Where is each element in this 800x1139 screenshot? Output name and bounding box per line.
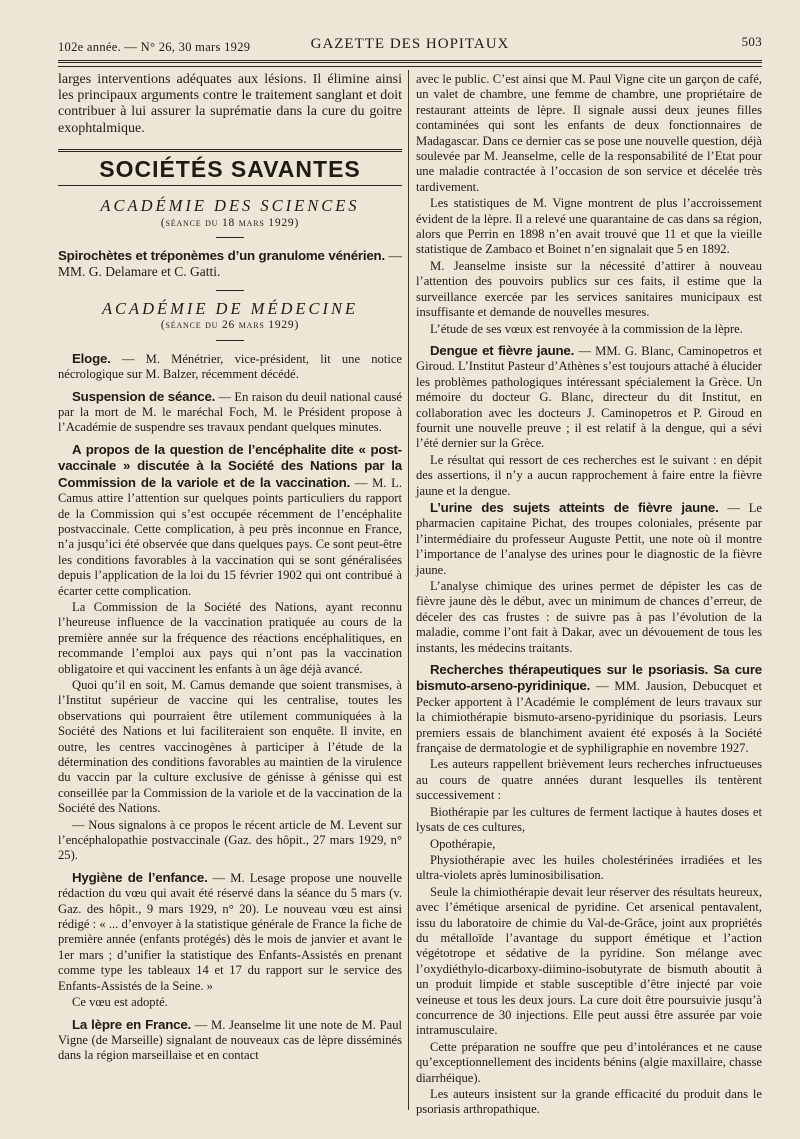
page-number: 503 <box>741 34 762 49</box>
recherches-chimio: Seule la chimiothérapie devait leur réserver des résultats heureux, avec l’émétique arsenical de pyridine. Cet arsenical pentavalent, issu du laboratoire de chimie du Val-de-Grâce, joint aux propriétés du métalloïde l’avantage du support émétique et l’action végétotrope et sédative de la pyridine. Son mélange avec l’oxydiéthylo-dicarboxy-diimino-isobutyrate de bismuth aboutit à un produit limpide et stable susceptible d’être injecté par voie veineuse et tous les deux jours. La cure doit être poursuivie jusqu’à concurrence de 30 injections. Elle peut aussi être assurée par voie intramusculaire. <box>416 884 762 1038</box>
section-rule-bottom <box>58 185 402 186</box>
dengue-paragraph <box>416 343 762 452</box>
lepre-commission: L’étude de ses vœux est renvoyée à la commission de la lèpre. <box>430 321 743 336</box>
encephalite-paragraph <box>58 442 402 599</box>
lepre-paragraph <box>58 1017 402 1064</box>
list-item: Opothérapie, <box>430 836 496 851</box>
urine-paragraph <box>416 500 762 578</box>
encephalite-paragraph-4: — Nous signalons à ce propos le récent article de M. Levent sur l’encéphalopathie postvaccinale (Gaz. des hôpit., 27 mars 1929, n° 25). <box>58 817 402 863</box>
lepre-text: — M. Jeanselme lit une note de M. Paul Vigne (de Marseille) signalant de nouveaux cas de lèpre disséminés dans la région marseillaise et en contact <box>58 1017 402 1063</box>
recherches-paragraph <box>416 662 762 756</box>
hygiene-text: — M. Lesage propose une nouvelle rédaction du vœu qui avait été réservé dans la séance du 5 mars (v. Gaz. des hôpit., 9 mars 1929, n° 20). Le nouveau vœu est ainsi rédigé : « ... d’envoyer à la statistique générale de France la fiche de première année (enfants protégés) dès le mois de janvier et avant le 1er mars ; d’unifier la statistique des Enfants-Assistés en prenant comme type les tableaux 14 et 17 du rapport sur le service des Enfants-Assistés de la Seine. » <box>58 870 402 993</box>
recherches-rappel: Les auteurs rappellent brièvement leurs recherches infructueuses au cours de quatre années durant lesquelles ils tentèrent successivement : <box>416 757 762 803</box>
encephalite-paragraph-2: La Commission de la Société des Nations, ayant reconnu l’heureuse influence de la vaccination pratiquée au cours de la première année sur la fréquence des réactions encéphalitiques, en recommande l’emploi aux pays qui n’ont pas la vaccination obligatoire et qui vaccinent les enfants à un âge déjà avancé. <box>58 599 402 676</box>
header-rule <box>58 60 762 67</box>
recherches-title: Recherches thérapeutiques sur le psoriasis. Sa cure bismuto-arseno-pyridinique. <box>416 662 762 694</box>
encephalite-text: — M. L. Camus attire l’attention sur quelques points particuliers du rapport de la Commission qui s’est occupée récemment de l’encéphalite postvaccinale. Cette complication, à peu près inconnue en France, n’a jusqu’ici été observée que dans quelques pays. Ce sont peut-être les conditions favorables à la vaccination qui se sont généralisées depuis l’application de la loi du 15 février 1902 qui ont contribué à écarter cette complication. <box>58 475 402 598</box>
eloge-paragraph <box>58 351 402 383</box>
hygiene-adopted: Ce vœu est adopté. <box>72 995 168 1010</box>
acad-sciences-seance: (séance du 18 mars 1929) <box>160 216 300 229</box>
journal-title: GAZETTE DES HOPITAUX <box>310 36 510 52</box>
dengue-result: Le résultat qui ressort de ces recherches est le suivant : en dépit des assertions, il n’y a aucun rapprochement à faire entre la fièvre jaune et la dengue. <box>416 452 762 498</box>
eloge-title: Eloge. <box>72 350 111 366</box>
hygiene-paragraph <box>58 870 402 994</box>
eloge-text: — M. Ménétrier, vice-président, lit une notice nécrologique sur M. Balzer, récemment décédé. <box>58 351 402 382</box>
short-rule <box>216 290 244 291</box>
suspension-paragraph <box>58 389 402 436</box>
lepre-title: La lèpre en France. <box>72 1016 192 1032</box>
list-item: Biothérapie par les cultures de ferment lactique à hautes doses et lysats de ces cultures, <box>416 804 762 835</box>
right-column <box>416 72 762 1119</box>
recherches-text: — MM. Jausion, Debucquet et Pecker apportent à l’Académie le complément de leurs travaux sur la chimiothérapie bismuto-arseno-pyridinique du psoriasis. Leurs premiers essais de blanchiment avaient été exposés à la Société française de dermatologie et de syphiligraphie en novembre 1927. <box>416 679 762 756</box>
suspension-title: Suspension de séance. <box>72 388 216 404</box>
urine-analysis: L’analyse chimique des urines permet de dépister les cas de fièvre jaune dès le début, avec un minimum de chances d’erreur, de déceler des cas frustes : de suivre pas à pas l’évolution de la maladie, comme l’ont fait à Dakar, avec un dévouement de tous les instants, les médecins traitants. <box>416 579 762 655</box>
section-rule-top <box>58 149 402 152</box>
column-divider <box>408 70 409 1110</box>
left-column <box>58 72 402 1065</box>
item-authors: — MM. G. Delamare et C. Gatti. <box>58 248 403 280</box>
item-spirochetes <box>58 248 402 280</box>
urine-text: — Le pharmacien capitaine Pichat, des troupes coloniales, présente par l’intermédiaire du professeur Auguste Pettit, une note où il montre l’importance de l’analyse des urines pour le diagnostic de la fièvre jaune. <box>416 500 762 577</box>
suspension-text: — En raison du deuil national causé par la mort de M. le maréchal Foch, M. le Président propose à l’Académie de suspendre ses travaux pendant quelques minutes. <box>58 389 403 435</box>
acad-sciences-title: ACADÉMIE DES SCIENCES <box>100 196 360 216</box>
lepre-continued: avec le public. C’est ainsi que M. Paul Vigne cite un garçon de café, un valet de chambre, une femme de chambre, une propriétaire de restaurant atteints de lèpre. Il signale aussi deux jeunes filles contaminées qui sont les enfants de deux fonctionnaires de Madagascar. Dans ce dernier cas se pose une nouvelle question, déjà soulevée par M. Jeanselme, celle de la responsabilité de l’Etat pour une maladie contractée à l’occasion de son service et décelée très tardivement. <box>416 72 762 194</box>
recherches-efficacite: Les auteurs insistent sur la grande efficacité du produit dans le psoriasis arthropathique. <box>416 1087 762 1117</box>
item-title: Spirochètes et tréponèmes d’un granulome vénérien. <box>58 248 385 264</box>
dengue-text: — MM. G. Blanc, Caminopetros et Giroud. L’Institut Pasteur d’Athènes s’est toujours attaché à élucider les problèmes pathologiques intéressant spécialement la Grèce. Un mémoire du docteur G. Blanc, directeur du dit Institut, en collaboration avec les docteurs J. Caminopetros et P. Giroud en fournit une nouvelle preuve ; il est relatif à la dengue, qui a sévi l’été dernier sur la Grèce. <box>416 343 762 451</box>
issue-info: 102e année. — N° 26, 30 mars 1929 <box>58 40 251 54</box>
acad-medecine-seance: (séance du 26 mars 1929) <box>160 319 300 332</box>
lepre-jeanselme: M. Jeanselme insiste sur la nécessité d’attirer à nouveau l’attention des pouvoirs publics sur ces faits, il estime que la surveillance exercée par les services sanitaires municipaux est insuffisante et demande de nouvelles mesures. <box>416 258 762 320</box>
section-title: SOCIÉTÉS SAVANTES <box>99 155 361 182</box>
intro-paragraph: larges interventions adéquates aux lésions. Il élimine ainsi les principaux arguments contre le traitement sanglant et doit contribuer à lui assurer la suprématie dans la cure du goitre exophtalmique. <box>58 72 402 136</box>
urine-title: L’urine des sujets atteints de fièvre jaune. <box>430 499 719 515</box>
short-rule <box>216 237 244 238</box>
encephalite-paragraph-3: Quoi qu’il en soit, M. Camus demande que soient transmises, à l’Institut supérieur de vaccine qui les centralise, toutes les observations qui pourraient être utilement communiquées à la Société des Nations et lui faciliteraient son enquête. Il invite, en outre, les centres vaccinogènes à participer à l’étude de la détermination des conditions favorables au maintien de la virulence du vaccin par la culture exclusive de génisse à génisse qui est conseillée par la Commission de la variole et de la vaccination de la Société des Nations. <box>58 677 402 816</box>
lepre-statistics: Les statistiques de M. Vigne montrent de plus l’accroissement évident de la lèpre. Il a relevé une quarantaine de cas dans sa région, alors que Perrin en 1898 n’en avait trouvé que 11 et que la vieille statistique de Zambaco et Boinet n’en signalait que 5 en 1892. <box>416 196 762 257</box>
dengue-title: Dengue et fièvre jaune. <box>430 342 575 358</box>
acad-medecine-title: ACADÉMIE DE MÉDECINE <box>101 299 359 319</box>
encephalite-title: A propos de la question de l’encéphalite dite « post-vaccinale » discutée à la Société des Nations par la Commission de la variole et de la vaccination. <box>58 441 402 490</box>
hygiene-title: Hygiène de l’enfance. <box>72 869 208 885</box>
short-rule <box>216 340 244 341</box>
recherches-tolerance: Cette préparation ne souffre que peu d’intolérances et ne cause qu’exceptionnellement des incidents bénins (algie maxillaire, chasse diarrhéique). <box>416 1039 762 1085</box>
list-item: Physiothérapie avec les huiles cholestérinées irradiées et les ultra-violets après luminosibilisation. <box>416 852 762 883</box>
page-header <box>58 34 762 56</box>
